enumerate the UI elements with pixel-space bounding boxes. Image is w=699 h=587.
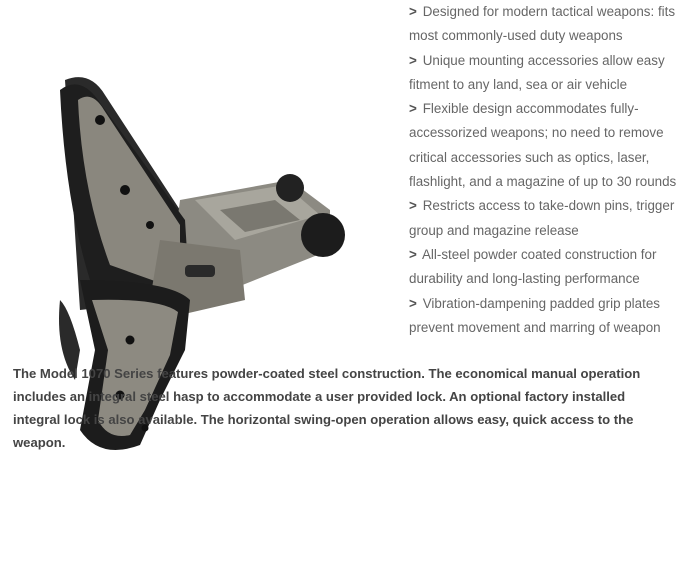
chevron-right-icon: > <box>409 101 417 117</box>
feature-item <box>409 194 679 243</box>
feature-item <box>409 0 679 49</box>
feature-text: Designed for modern tactical weapons: fits most commonly-used duty weapons <box>409 4 676 44</box>
feature-item <box>409 243 679 292</box>
feature-text: Flexible design accommodates fully-accessorized weapons; no need to remove critical accessories such as optics, laser, flashlight, and a magazine of up to 30 rounds <box>409 101 677 190</box>
feature-text: All-steel powder coated construction for durability and long-lasting performance <box>409 246 657 287</box>
feature-list <box>409 0 679 340</box>
chevron-right-icon: > <box>409 295 417 311</box>
feature-item <box>409 97 679 194</box>
product-description: The Model 1070 Series features powder-coated steel construction. The economical manual operation includes an integral steel hasp to accommodate a user provided lock. An optional factory installed integral lock is also available. The horizontal swing-open operation allows easy, quick access to the weapon. <box>13 366 641 451</box>
feature-item <box>409 49 679 98</box>
feature-text: Vibration-dampening padded grip plates prevent movement and marring of weapon <box>409 295 661 335</box>
feature-text: Unique mounting accessories allow easy fitment to any land, sea or air vehicle <box>409 52 665 92</box>
chevron-right-icon: > <box>409 4 417 19</box>
chevron-right-icon: > <box>409 246 417 262</box>
chevron-right-icon: > <box>409 52 417 68</box>
feature-text: Restricts access to take-down pins, trigger group and magazine release <box>409 198 675 238</box>
chevron-right-icon: > <box>409 198 417 214</box>
feature-item <box>409 292 679 341</box>
